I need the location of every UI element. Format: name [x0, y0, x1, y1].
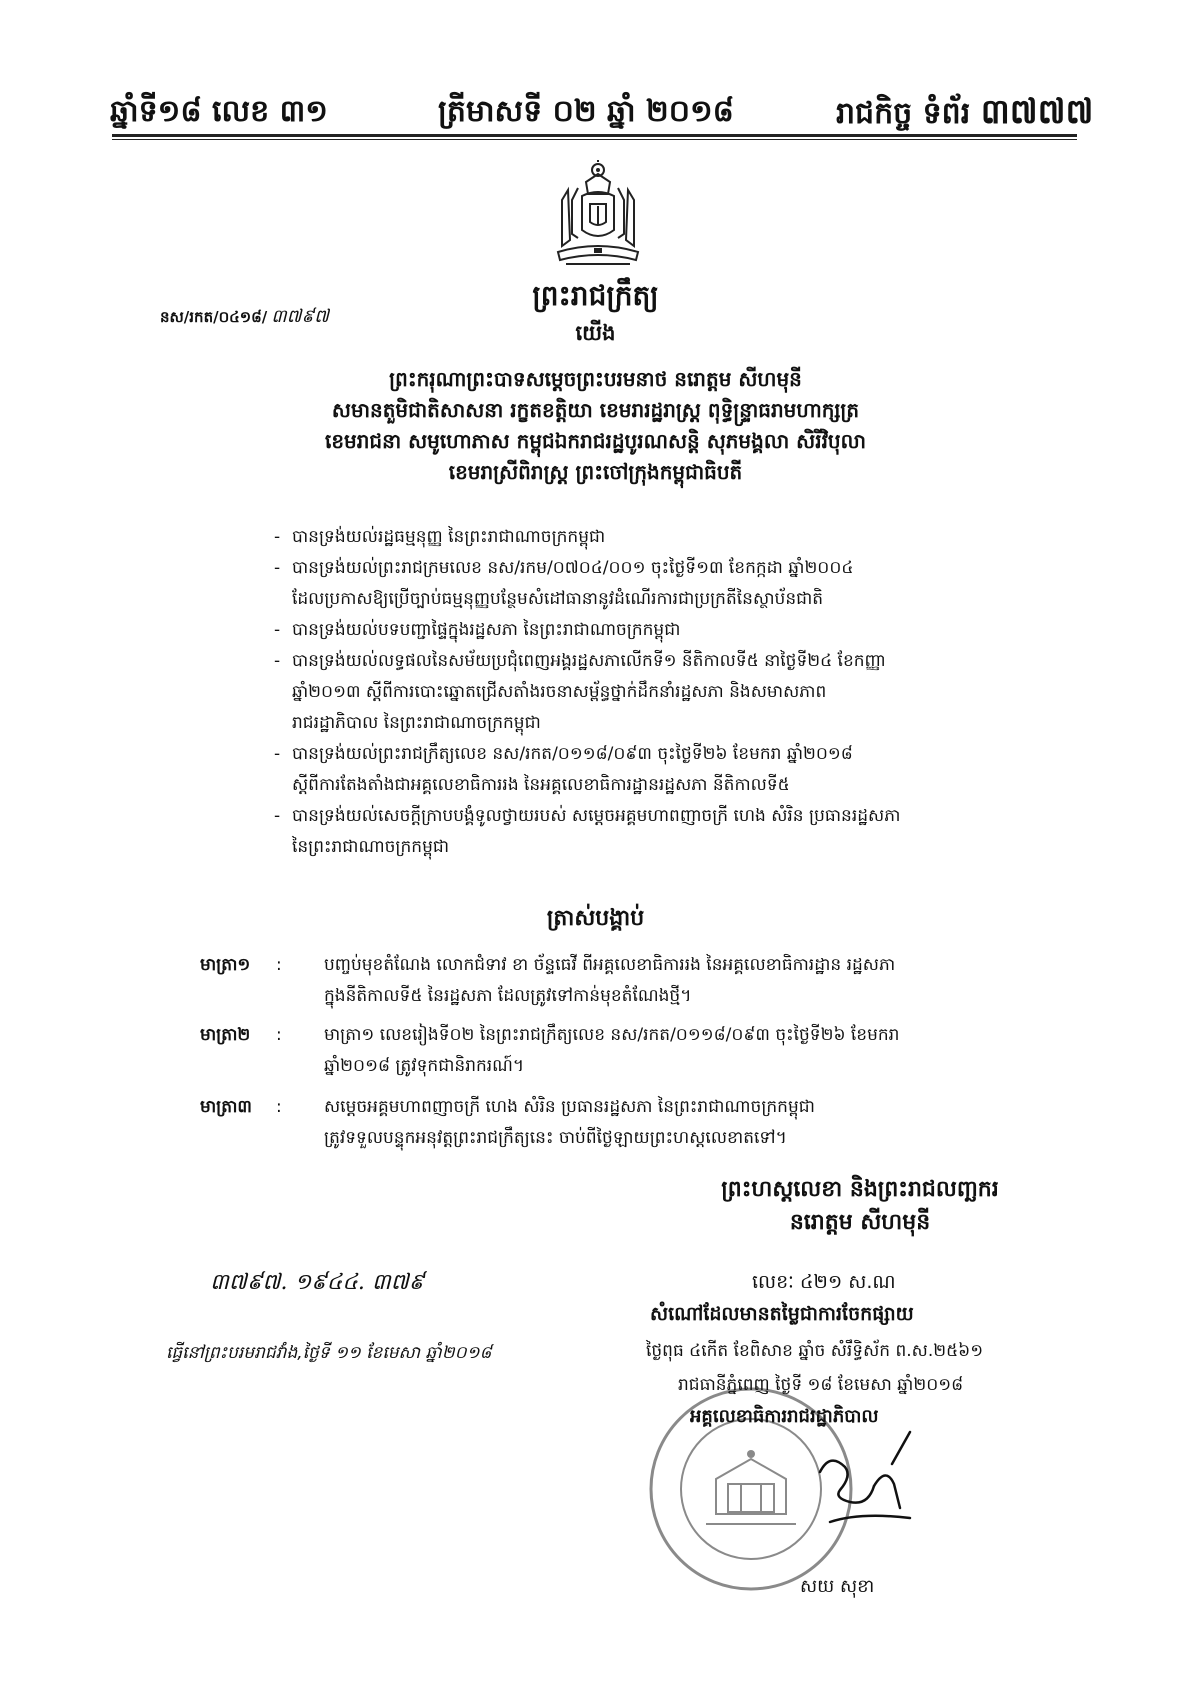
article-line: ត្រូវទទួលបន្ទុកអនុវត្តព្រះរាជក្រឹត្យនេះ ចាប់ពីថ្ងៃឡាយព្រះហស្តលេខាតទៅ។ [324, 1128, 787, 1148]
article-label: មាត្រា១ [200, 955, 251, 975]
place-and-date: ធ្វើនៅព្រះបរមរាជវាំង,ថ្ងៃទី ១១ ខែមេសា ឆ្នាំ២០១៨ [166, 1343, 492, 1363]
consideration-line: បានទ្រង់យល់បទបញ្ជាផ្ទៃក្នុងរដ្ឋសភា នៃព្រះរាជាណាចក្រកម្ពុជា [292, 620, 681, 640]
orders-heading: ត្រាស់បង្គាប់ [546, 906, 645, 931]
gazette-page [836, 92, 1093, 134]
article-colon: : [276, 1025, 282, 1045]
article-label: មាត្រា៣ [200, 1097, 252, 1117]
article-colon: : [276, 955, 282, 975]
royal-signature-name: នរោត្តម សីហមុនី [789, 1210, 931, 1235]
consideration-item [274, 646, 1064, 739]
gazette-page-number: ៣៧៧៧ [980, 92, 1094, 132]
consideration-line: ស្តីពីការតែងតាំងជាអគ្គលេខាធិការរង នៃអគ្គលេខាធិការដ្ឋានរដ្ឋសភា នីតិកាលទី៥ [292, 775, 790, 795]
consideration-line: នៃព្រះរាជាណាចក្រកម្ពុជា [292, 837, 450, 857]
consideration-line: បានទ្រង់យល់លទ្ធផលនៃសម័យប្រជុំពេញអង្គរដ្ឋសភាលើកទី១ នីតិកាលទី៥ នាថ្ងៃទី២៤ ខែកញ្ញា [292, 651, 886, 671]
decree-we: យើង [575, 321, 616, 345]
article-line: មាត្រា១ លេខរៀងទី០២ នៃព្រះរាជក្រឹត្យលេខ នស/រកត/០១១៨/០៩៣ ចុះថ្ងៃទី២៦ ខែមករា [324, 1025, 900, 1045]
certified-copy-label: សំណៅដែលមានតម្លៃជាការចែកផ្សាយ [650, 1303, 914, 1325]
royal-title-line: ព្រះករុណាព្រះបាទសម្តេចព្រះបរមនាថ នរោត្តម សីហមុនី [389, 367, 802, 391]
signer-name: សយ សុខា [800, 1576, 875, 1597]
gazette-year-issue: ឆ្នាំទី១៨ លេខ ៣១ [110, 94, 328, 129]
article-label: មាត្រា២ [200, 1025, 251, 1045]
article-2 [200, 1020, 1080, 1082]
article-line: បញ្ចប់មុខតំណែង លោកជំទាវ ខា ច័ន្ទធេវី ពីអគ្គលេខាធិការរង នៃអគ្គលេខាធិការដ្ឋាន រដ្ឋសភា [324, 955, 896, 975]
consideration-item [274, 615, 1064, 646]
consideration-line: បានទ្រង់យល់រដ្ឋធម្មនុញ្ញ នៃព្រះរាជាណាចក្រកម្ពុជា [292, 527, 606, 547]
consideration-item [274, 553, 1064, 615]
considerations-list [274, 522, 1064, 863]
consideration-line: រាជរដ្ឋាភិបាល នៃព្រះរាជាណាចក្រកម្ពុជា [292, 713, 541, 733]
article-colon: : [276, 1097, 282, 1117]
phnom-penh-date: រាជធានីភ្នំពេញ ថ្ងៃទី ១៨ ខែមេសា ឆ្នាំ២០១៨ [678, 1375, 964, 1395]
list-dash: - [274, 806, 281, 826]
decree-ref-handwritten: ៣៧៩៧ [271, 306, 329, 327]
article-1 [200, 950, 1080, 1012]
article-3 [200, 1092, 1080, 1154]
list-dash: - [274, 558, 281, 578]
decree-ref-printed: នស/រកត/០៤១៨/ [160, 308, 268, 326]
consideration-line: ដែលប្រកាសឱ្យប្រើច្បាប់ធម្មនុញ្ញបន្ថែមសំដៅធានានូវដំណើរការជាប្រក្រតីនៃស្ថាប័នជាតិ [292, 589, 824, 609]
consideration-item [274, 522, 1064, 553]
consideration-line: បានទ្រង់យល់ព្រះរាជក្រឹត្យលេខ នស/រកត/០១១៨/០៩៣ ចុះថ្ងៃទី២៦ ខែមករា ឆ្នាំ២០១៨ [292, 744, 853, 764]
consideration-line: បានទ្រង់យល់សេចក្តីក្រាបបង្គំទូលថ្វាយរបស់ សម្តេចអគ្គមហាពញាចក្រី ហេង សំរិន ប្រធានរដ្ឋសភា [292, 806, 901, 826]
header-rule-top [112, 134, 1077, 137]
list-dash: - [274, 744, 281, 764]
list-dash: - [274, 651, 281, 671]
consideration-line: ឆ្នាំ២០១៣ ស្តីពីការបោះឆ្នោតជ្រើសតាំងរចនាសម្ព័ន្ធថ្នាក់ដឹកនាំរដ្ឋសភា និងសមាសភាព [292, 682, 827, 702]
royal-title-line: សមានតួមិជាតិសាសនា រក្ខតខត្តិយា ខេមរារដ្ឋរាស្ត្រ ពុទ្ធិន្ទ្រាធរាមហាក្សត្រ [331, 398, 860, 422]
gazette-page-label: រាជកិច្ច ទំព័រ [836, 96, 971, 131]
consideration-item [274, 801, 1064, 863]
registration-number: លេខៈ ៤២១ ស.ណ [752, 1271, 896, 1293]
article-line: ឆ្នាំ២០១៨ ត្រូវទុកជានិរាករណ៍។ [324, 1056, 525, 1076]
lunar-date: ថ្ងៃពុធ ៤កើត ខែពិសាខ ឆ្នាំច សំរឹទ្ធិស័ក ព.ស.២៥៦១ [646, 1341, 984, 1361]
header-rule-bottom [112, 139, 1077, 140]
list-dash: - [274, 527, 281, 547]
royal-title-line: ខេមរាជនា សមូហោភាស កម្ពុជឯករាជរដ្ឋបូរណសន្តិ សុភមង្គលា សិរីវិបុលា [324, 429, 867, 453]
consideration-line: បានទ្រង់យល់ព្រះរាជក្រមលេខ នស/រកម/០៧០៤/០០១ ចុះថ្ងៃទី១៣ ខែកក្កដា ឆ្នាំ២០០៤ [292, 558, 854, 578]
secretary-general-office: អគ្គលេខាធិការរាជរដ្ឋាភិបាល [690, 1406, 879, 1427]
decree-title: ព្រះរាជក្រឹត្យ [532, 279, 659, 312]
handwritten-number: ៣៧៩៧. ១៩៤៤. ៣៧៩ [210, 1270, 425, 1295]
article-line: ក្នុងនីតិកាលទី៥ នៃរដ្ឋសភា ដែលត្រូវទៅកាន់មុខតំណែងថ្មី។ [324, 986, 692, 1006]
royal-signature-title: ព្រះហស្តលេខា និងព្រះរាជលញ្ឆករ [721, 1177, 999, 1202]
royal-title-line: ខេមរាស្រីពិរាស្ត្រ ព្រះចៅក្រុងកម្ពុជាធិបតី [448, 460, 743, 484]
royal-coat-of-arms-icon [548, 160, 648, 266]
article-line: សម្តេចអគ្គមហាពញាចក្រី ហេង សំរិន ប្រធានរដ្ឋសភា នៃព្រះរាជាណាចក្រកម្ពុជា [324, 1097, 815, 1117]
gazette-quarter: ត្រីមាសទី ០២ ឆ្នាំ ២០១៨ [438, 94, 734, 129]
consideration-item [274, 739, 1064, 801]
handwritten-signature-icon [790, 1412, 950, 1572]
list-dash: - [274, 620, 281, 640]
